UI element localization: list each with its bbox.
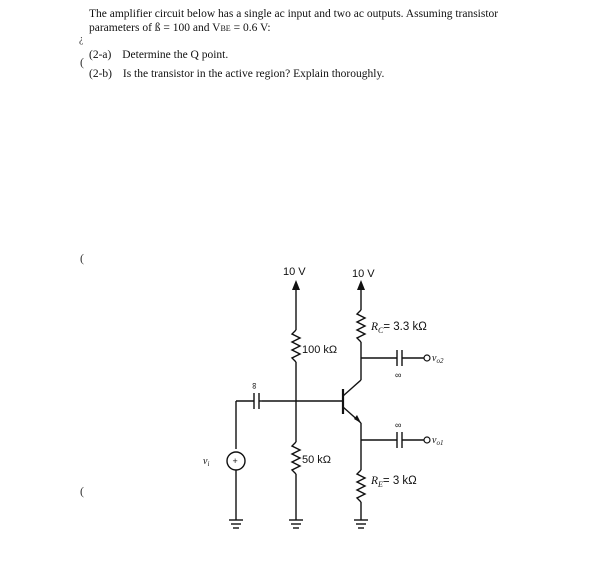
margin-mark-2: ( (80, 55, 84, 69)
supply-left-label: 10 V (283, 266, 306, 278)
margin-mark-3: ( (80, 251, 84, 265)
part-a-text: Determine the Q point. (122, 49, 229, 61)
re-subscript: E (378, 480, 383, 489)
input-symbol: v (203, 456, 208, 467)
input-label (203, 456, 209, 468)
input-subscript: i (207, 460, 210, 468)
rc-value: = 3.3 kΩ (383, 321, 427, 333)
rc-symbol: R (371, 321, 379, 333)
re-label (370, 475, 417, 489)
output1-label (432, 435, 443, 447)
part-a-label: (2-a) (89, 49, 112, 61)
output1-symbol: v (432, 435, 437, 446)
collector-cap-infinity: ∞ (395, 370, 402, 380)
source-plus: + (232, 456, 238, 466)
output2-subscript: o2 (436, 357, 444, 365)
r-bottom-left-label: 50 kΩ (302, 454, 332, 466)
output2-symbol: v (432, 353, 437, 364)
input-cap-infinity: ∞ (249, 382, 259, 389)
part-b-text: Is the transistor in the active region? Explain thoroughly. (122, 68, 385, 80)
rc-label (370, 321, 427, 335)
supply-right-label: 10 V (352, 268, 375, 280)
intro-line-2-start: parameters of ß = 100 and V (89, 22, 221, 34)
re-value: = 3 kΩ (382, 475, 417, 487)
rc-subscript: C (378, 326, 384, 335)
intro-line-2-end: = 0.6 V: (230, 22, 271, 34)
re-symbol: R (371, 475, 379, 487)
vbe-subscript: BE (220, 24, 231, 33)
part-b-label: (2-b) (89, 68, 112, 80)
r-top-left-label: 100 kΩ (302, 344, 338, 356)
output1-subscript: o1 (436, 439, 444, 447)
intro-line-1: The amplifier circuit below has a single ac input and two ac outputs. Assuming transistor (89, 8, 499, 20)
output2-label (432, 353, 444, 365)
emitter-cap-infinity: ∞ (395, 420, 402, 430)
margin-mark-1: ¿ (79, 34, 84, 45)
margin-mark-4: ( (80, 484, 84, 498)
